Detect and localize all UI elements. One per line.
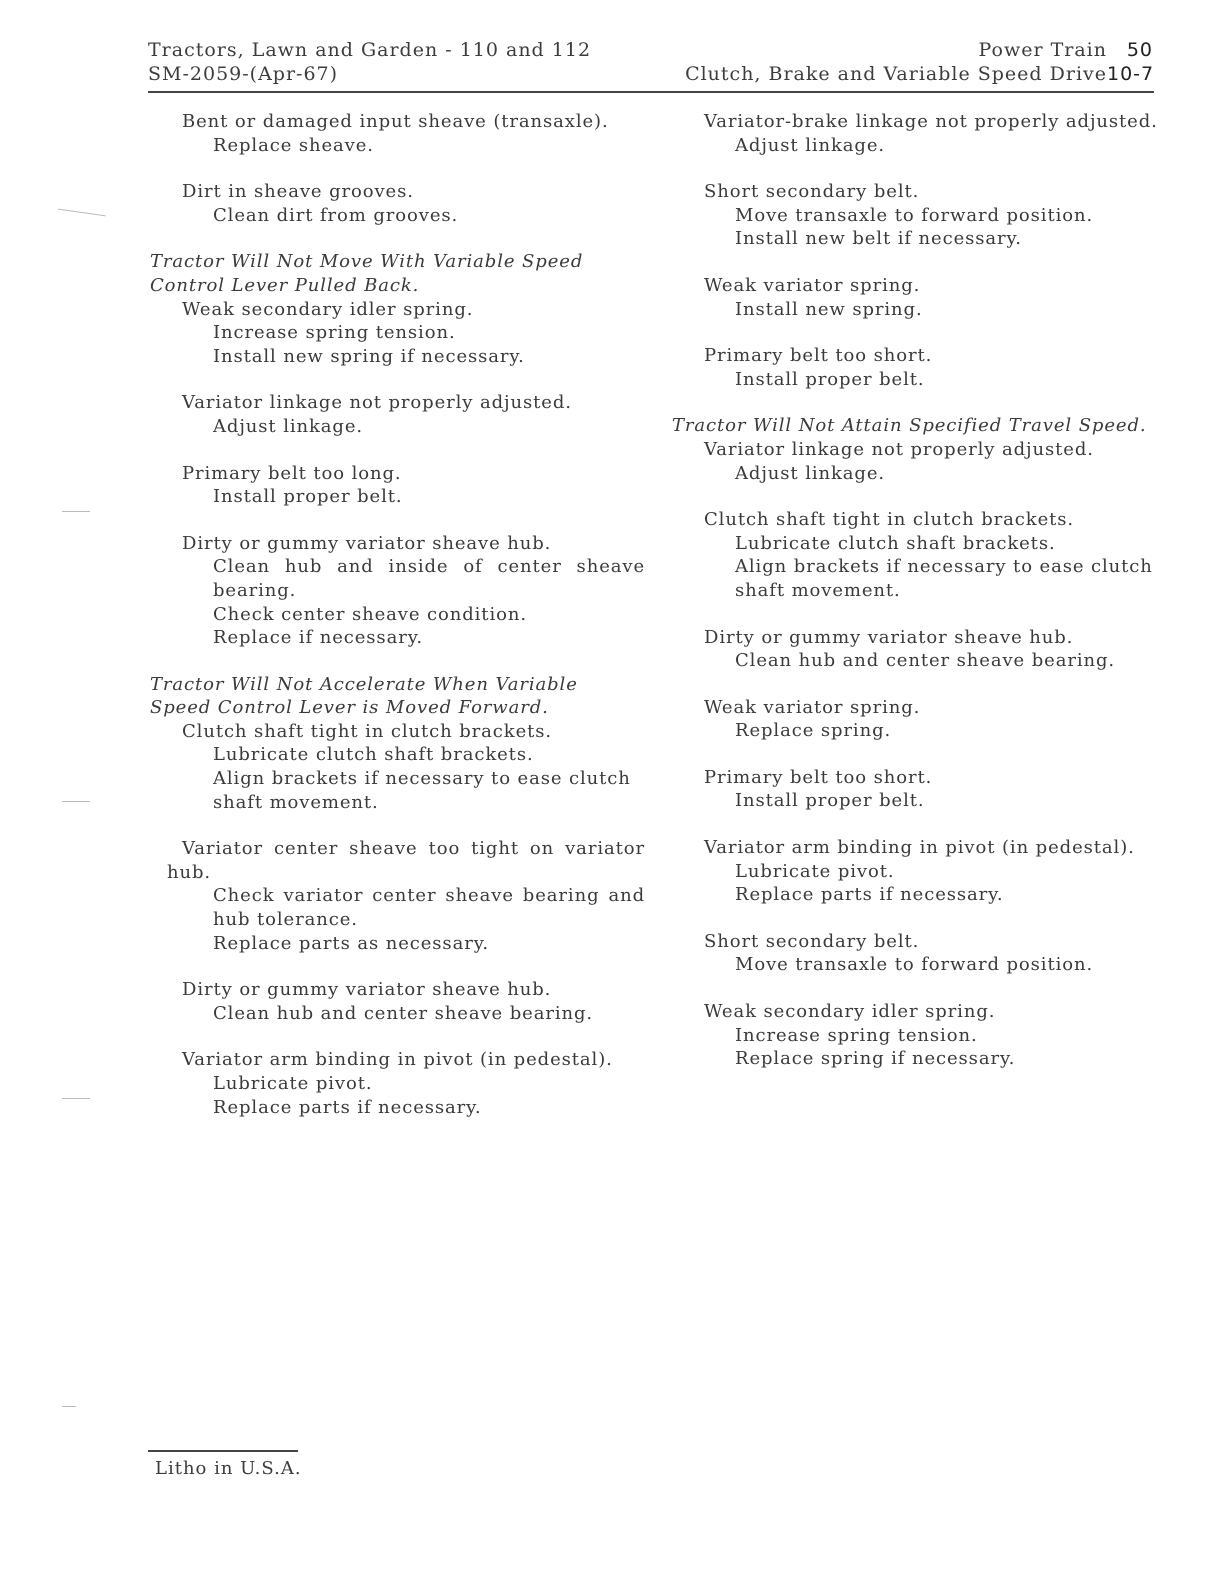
cause: Weak variator spring. [704,274,921,296]
cause-continued: hub. [167,861,212,883]
header-right [685,38,1153,86]
remedy: Adjust linkage. [735,462,886,484]
cause: Clutch shaft tight in clutch brackets. [704,509,1075,531]
right-column [672,110,1162,1094]
trouble-entry [150,391,645,438]
section-heading [150,250,645,297]
remedy: Install proper belt. [735,790,925,812]
section-heading [150,673,645,720]
remedy: Install new belt if necessary. [735,228,1022,250]
cause: Variator linkage not properly adjusted. [182,392,572,414]
heading-line: Tractor Will Not Move With Variable Speed [150,251,584,273]
remedy: Lubricate clutch shaft brackets. [213,744,534,766]
scan-mark [62,1098,90,1099]
remedy: Lubricate pivot. [735,860,895,882]
trouble-entry [672,180,1162,251]
section-title: Power Train [978,39,1107,61]
remedy: Check center sheave condition. [213,603,527,625]
cause: Weak secondary idler spring. [704,1001,996,1023]
remedy: Replace spring if necessary. [735,1048,1016,1070]
cause: Primary belt too long. [182,462,402,484]
remedy: Check variator center sheave bearing and hub tolerance. [213,885,645,931]
cause: Clutch shaft tight in clutch brackets. [182,720,553,742]
scan-mark [62,1406,76,1407]
remedy: Clean hub and center sheave bearing. [735,650,1116,672]
cause: Variator arm binding in pivot (in pedestal). [704,837,1135,859]
trouble-entry [672,274,1162,321]
cause: Primary belt too short. [704,345,933,367]
heading-line: Tractor Will Not Accelerate When Variable [150,673,578,695]
header-left [148,38,591,86]
footer-imprint: Litho in U.S.A. [155,1458,302,1479]
remedy: Clean hub and inside of center sheave bearing. [213,556,645,601]
cause: Short secondary belt. [704,181,920,203]
trouble-entry [150,298,645,369]
section-heading [672,414,1162,438]
cause: Variator arm binding in pivot (in pedestal). [182,1049,613,1071]
trouble-entry [150,532,645,650]
remedy: Install new spring if necessary. [213,345,525,367]
trouble-entry [672,508,1162,602]
remedy: Align brackets if necessary to ease clutch shaft movement. [735,556,1153,601]
trouble-entry [672,344,1162,391]
scan-mark [62,801,90,802]
subsection-title: Clutch, Brake and Variable Speed Drive [685,63,1107,85]
cause: Variator center sheave too tight on variator [182,838,645,860]
manual-code: SM-2059-(Apr-67) [148,63,339,85]
remedy: Increase spring tension. [735,1024,978,1046]
manual-title: Tractors, Lawn and Garden - 110 and 112 [148,39,592,61]
trouble-entry [150,837,645,955]
cause: Bent or damaged input sheave (transaxle). [182,111,609,132]
remedy: Align brackets if necessary to ease clutch shaft movement. [213,768,631,813]
heading-line: Tractor Will Not Attain Specified Travel Speed. [672,415,1147,437]
remedy: Move transaxle to forward position. [735,954,1094,976]
remedy: Replace spring. [735,720,892,742]
trouble-entry [672,766,1162,813]
remedy: Replace parts as necessary. [213,932,490,954]
remedy: Replace parts if necessary. [213,1096,482,1118]
cause: Variator-brake linkage not properly adjusted. [704,111,1158,132]
trouble-entry [150,462,645,509]
remedy: Clean hub and center sheave bearing. [213,1002,594,1024]
cause: Weak secondary idler spring. [182,298,474,320]
header-rule [148,91,1154,93]
trouble-entry [672,696,1162,743]
cause: Short secondary belt. [704,930,920,952]
remedy: Replace sheave. [213,134,374,156]
remedy: Install new spring. [735,298,923,320]
remedy: Lubricate pivot. [213,1073,373,1094]
trouble-entry [672,1000,1162,1071]
trouble-entry [672,626,1162,673]
left-column [150,110,645,1142]
trouble-entry [150,180,645,227]
trouble-entry [150,110,645,157]
remedy: Clean dirt from grooves. [213,204,459,226]
trouble-entry [150,1048,645,1119]
cause: Variator linkage not properly adjusted. [704,438,1094,460]
remedy: Lubricate clutch shaft brackets. [735,532,1056,554]
cause: Dirty or gummy variator sheave hub. [182,979,552,1001]
trouble-entry [672,930,1162,977]
heading-line: Speed Control Lever is Moved Forward. [150,697,549,719]
cause: Dirt in sheave grooves. [182,181,414,203]
remedy: Replace if necessary. [213,627,424,649]
footer-rule [148,1450,298,1452]
heading-line: Control Lever Pulled Back. [150,274,420,296]
remedy: Adjust linkage. [213,415,364,437]
remedy: Replace parts if necessary. [735,884,1004,906]
scan-mark [62,511,90,512]
remedy: Increase spring tension. [213,322,456,344]
remedy: Install proper belt. [735,368,925,390]
trouble-entry [150,978,645,1025]
trouble-entry [672,438,1162,485]
cause: Primary belt too short. [704,766,933,788]
remedy: Adjust linkage. [735,134,886,156]
trouble-entry [150,720,645,814]
cause: Dirty or gummy variator sheave hub. [182,532,552,554]
cause: Weak variator spring. [704,696,921,718]
page-number: 50 [1126,39,1153,61]
cause: Dirty or gummy variator sheave hub. [704,626,1074,648]
trouble-entry [672,110,1162,157]
trouble-entry [672,836,1162,907]
section-number: 10-7 [1107,63,1155,85]
remedy: Install proper belt. [213,486,403,508]
scan-mark [58,209,106,217]
remedy: Move transaxle to forward position. [735,204,1094,226]
